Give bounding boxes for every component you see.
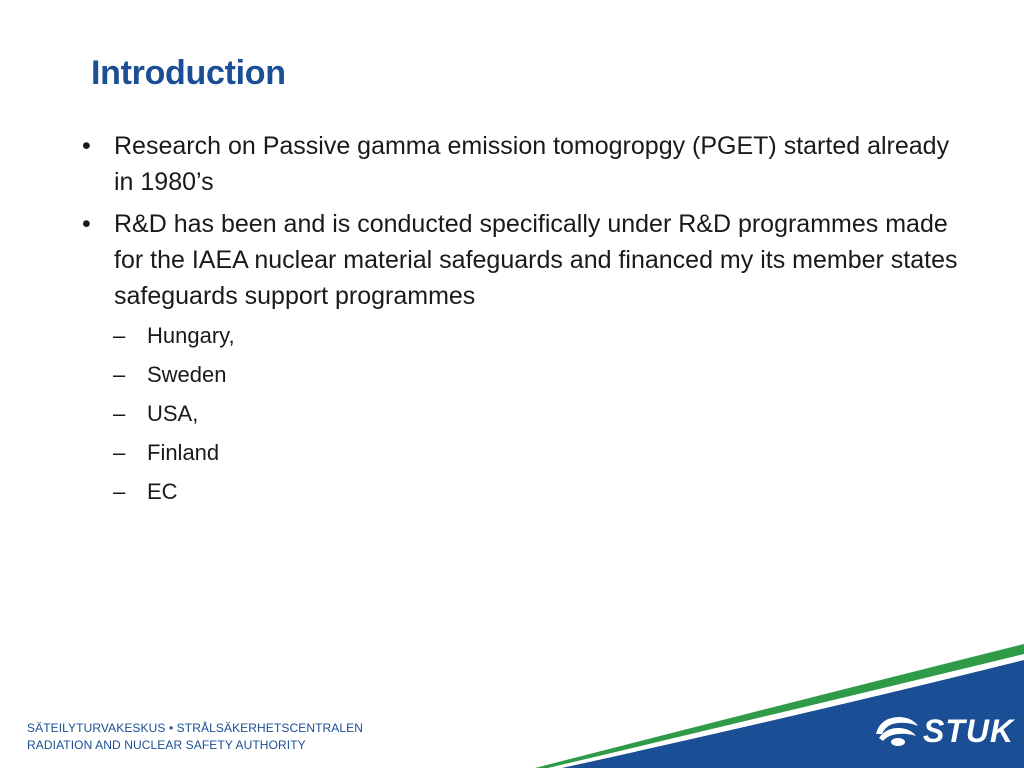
bullet-text: Research on Passive gamma emission tomogropgy (PGET) started already in 1980’s xyxy=(114,132,950,196)
sub-bullet-text: Sweden xyxy=(147,362,227,387)
slide-title: Introduction xyxy=(91,54,286,92)
sub-bullet-marker: – xyxy=(113,401,126,426)
sub-bullet-item xyxy=(80,433,960,472)
sub-bullet-list xyxy=(80,316,960,511)
footer-line-finnish-swedish: SÄTEILYTURVAKESKUS • STRÅLSÄKERHETSCENTRALEN xyxy=(27,721,364,735)
sub-bullet-marker: – xyxy=(113,323,126,348)
stuk-wordmark: STUK xyxy=(923,713,1015,749)
sub-bullet-text: EC xyxy=(147,479,178,504)
sub-bullet-marker: – xyxy=(113,479,126,504)
footer-line-english: RADIATION AND NUCLEAR SAFETY AUTHORITY xyxy=(27,738,306,752)
sub-bullet-item xyxy=(80,316,960,355)
sub-bullet-item xyxy=(80,394,960,433)
sub-bullet-text: Finland xyxy=(147,440,220,465)
bullet-marker: • xyxy=(82,210,91,238)
footer-organization-name xyxy=(27,720,363,754)
sub-bullet-text: Hungary, xyxy=(147,323,235,348)
bullet-item xyxy=(80,128,960,200)
bullet-list xyxy=(80,128,960,511)
stuk-logo xyxy=(874,711,1014,751)
bullet-text: R&D has been and is conducted specifically under R&D programmes made for the IAEA nuclear material safeguards and financed my its member states safeguards support programmes xyxy=(114,210,958,310)
sub-bullet-item xyxy=(80,355,960,394)
sub-bullet-text: USA, xyxy=(147,401,199,426)
bullet-item xyxy=(80,206,960,511)
sub-bullet-item xyxy=(80,472,960,511)
sub-bullet-marker: – xyxy=(113,362,126,387)
bullet-marker: • xyxy=(82,132,91,160)
sub-bullet-marker: – xyxy=(113,440,126,465)
stuk-emblem-icon xyxy=(874,714,920,748)
slide-body xyxy=(80,128,960,517)
